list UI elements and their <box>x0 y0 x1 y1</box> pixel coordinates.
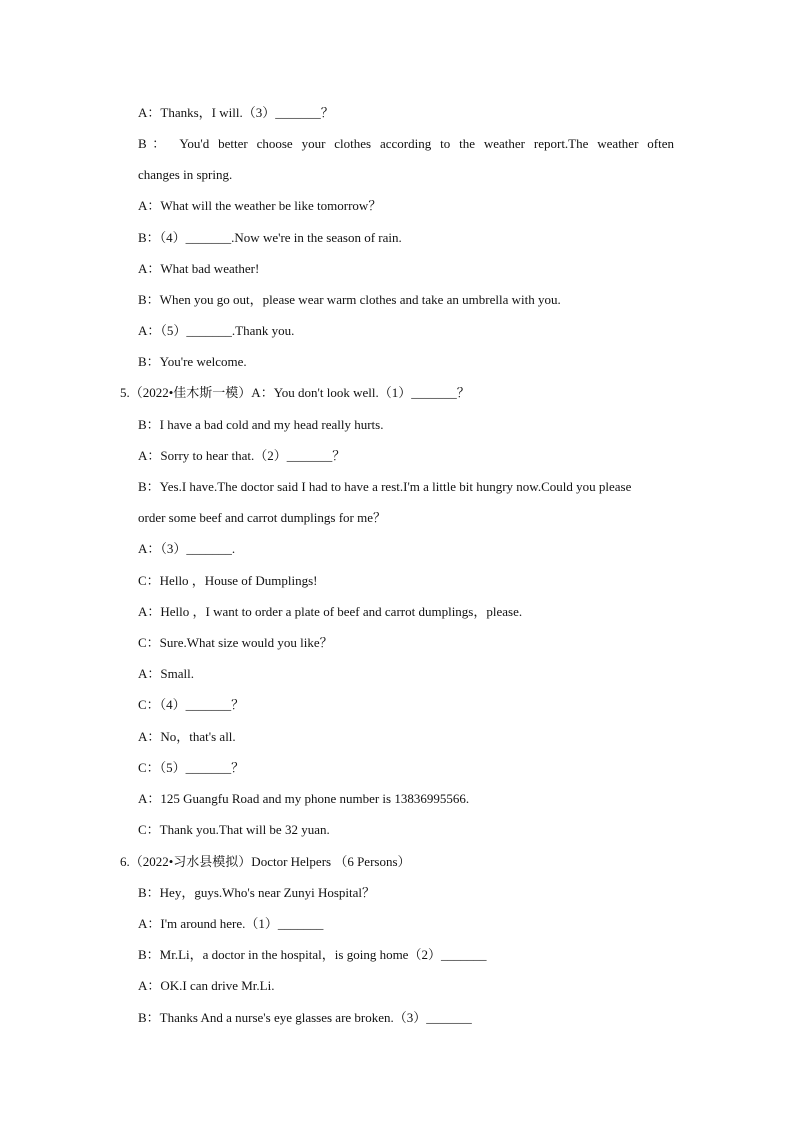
dialogue-line: A：No，that's all. <box>138 729 236 744</box>
question-heading-6: 6.（2022•习水县模拟）Doctor Helpers （6 Persons） <box>120 854 411 869</box>
dialogue-line: B：When you go out，please wear warm clothes and take an umbrella with you. <box>138 292 561 307</box>
dialogue-line: A：（5）_______.Thank you. <box>138 323 295 338</box>
dialogue-line: order some beef and carrot dumplings for me？ <box>138 510 387 525</box>
dialogue-line: B：（4）_______.Now we're in the season of rain. <box>138 230 402 245</box>
question-heading-5: 5.（2022•佳木斯一模）A：You don't look well.（1）_______？ <box>120 385 470 400</box>
dialogue-line: B：Yes.I have.The doctor said I had to have a rest.I'm a little bit hungry now.Could you please <box>138 479 632 494</box>
dialogue-line: C：Hello ，House of Dumplings! <box>138 573 318 588</box>
dialogue-line: B：I have a bad cold and my head really hurts. <box>138 417 384 432</box>
dialogue-line: C：（5）_______？ <box>138 760 245 775</box>
dialogue-line: B：Hey，guys.Who's near Zunyi Hospital？ <box>138 885 376 900</box>
dialogue-line: A：Small. <box>138 666 194 681</box>
dialogue-line: B： You'd better choose your clothes according to the weather report.The weather often <box>138 136 674 151</box>
dialogue-line: A：What will the weather be like tomorrow？ <box>138 198 382 213</box>
dialogue-line: B：Thanks And a nurse's eye glasses are broken.（3）_______ <box>138 1010 472 1025</box>
dialogue-line: A：125 Guangfu Road and my phone number is 13836995566. <box>138 791 470 806</box>
dialogue-line: A：Hello ，I want to order a plate of beef and carrot dumplings，please. <box>138 604 523 619</box>
dialogue-line: A：Thanks，I will.（3）_______？ <box>138 105 334 120</box>
dialogue-line: changes in spring. <box>138 167 233 182</box>
dialogue-line: A：OK.I can drive Mr.Li. <box>138 978 275 993</box>
dialogue-line: A：What bad weather! <box>138 261 260 276</box>
dialogue-line: B：You're welcome. <box>138 354 247 369</box>
dialogue-line: A：（3）_______. <box>138 541 236 556</box>
dialogue-line: C：Thank you.That will be 32 yuan. <box>138 822 330 837</box>
dialogue-line: C：（4）_______？ <box>138 697 245 712</box>
dialogue-line: A：I'm around here.（1）_______ <box>138 916 324 931</box>
dialogue-line: B：Mr.Li，a doctor in the hospital，is going home（2）_______ <box>138 947 487 962</box>
dialogue-line: C：Sure.What size would you like？ <box>138 635 333 650</box>
dialogue-line: A：Sorry to hear that.（2）_______？ <box>138 448 346 463</box>
